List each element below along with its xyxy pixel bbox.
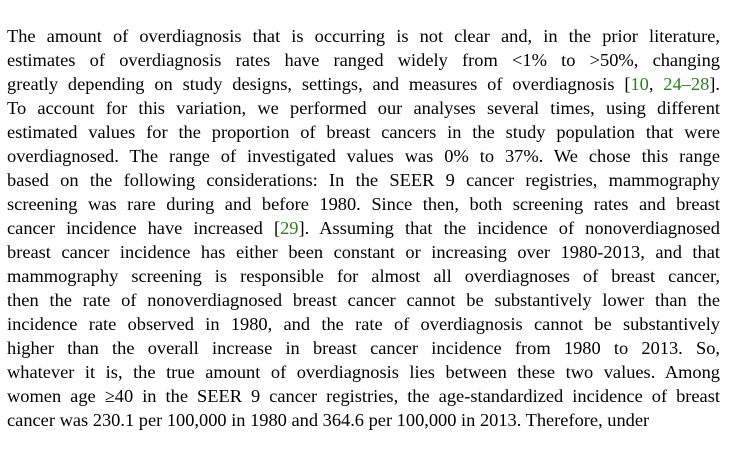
text-line xyxy=(7,336,720,360)
text-line xyxy=(7,24,720,48)
text-run: , xyxy=(648,74,664,94)
text-run: estimated values for the proportion of breast cancers in the study population that were xyxy=(7,122,720,142)
text-run: screening was rare during and before 1980. Since then, both screening rates and breast xyxy=(7,194,720,214)
text-run: ]. xyxy=(709,74,720,94)
text-line xyxy=(7,48,720,72)
text-run: incidence rate observed in 1980, and the rate of overdiagnosis cannot be substantively xyxy=(7,314,720,334)
text-run: higher than the overall increase in breast cancer incidence from 1980 to 2013. So, xyxy=(7,338,720,358)
text-run: The amount of overdiagnosis that is occurring is not clear and, in the prior literature, xyxy=(7,26,720,46)
body-paragraph xyxy=(7,24,732,432)
text-line xyxy=(7,120,720,144)
text-run: To account for this variation, we performed our analyses several times, using different xyxy=(7,98,720,118)
text-line xyxy=(7,312,720,336)
text-run: based on the following considerations: In the SEER 9 cancer registries, mammography xyxy=(7,170,720,190)
text-run: cancer incidence have increased [ xyxy=(7,218,281,238)
text-line xyxy=(7,168,720,192)
text-run: greatly depending on study designs, settings, and measures of overdiagnosis [ xyxy=(7,74,631,94)
text-run: women age ≥40 in the SEER 9 cancer registries, the age-standardized incidence of breast xyxy=(7,386,720,406)
text-line xyxy=(7,216,720,240)
text-line xyxy=(7,264,720,288)
text-line xyxy=(7,192,720,216)
text-line xyxy=(7,240,720,264)
text-run: whatever it is, the true amount of overdiagnosis lies between these two values. Among xyxy=(7,362,720,382)
text-line xyxy=(7,360,720,384)
text-run: breast cancer incidence has either been constant or increasing over 1980-2013, and that xyxy=(7,242,720,262)
text-run: then the rate of nonoverdiagnosed breast cancer cannot be substantively lower than the xyxy=(7,290,720,310)
text-line xyxy=(7,96,720,120)
text-run: ]. Assuming that the incidence of nonoverdiagnosed xyxy=(298,218,720,238)
citation-24-28-link[interactable]: 24–28 xyxy=(663,74,710,94)
text-line xyxy=(7,144,720,168)
citation-10-link[interactable]: 10 xyxy=(630,74,649,94)
citation-29-link[interactable]: 29 xyxy=(280,218,299,238)
text-run: cancer was 230.1 per 100,000 in 1980 and 364.6 per 100,000 in 2013. Therefore, under xyxy=(7,410,650,430)
text-line xyxy=(7,384,720,408)
text-run: mammography screening is responsible for almost all overdiagnoses of breast cancer, xyxy=(7,266,720,286)
text-line xyxy=(7,72,720,96)
text-line xyxy=(7,408,720,432)
text-run: estimates of overdiagnosis rates have ranged widely from <1% to >50%, changing xyxy=(7,50,720,70)
text-run: overdiagnosed. The range of investigated values was 0% to 37%. We chose this range xyxy=(7,146,720,166)
text-line xyxy=(7,288,720,312)
